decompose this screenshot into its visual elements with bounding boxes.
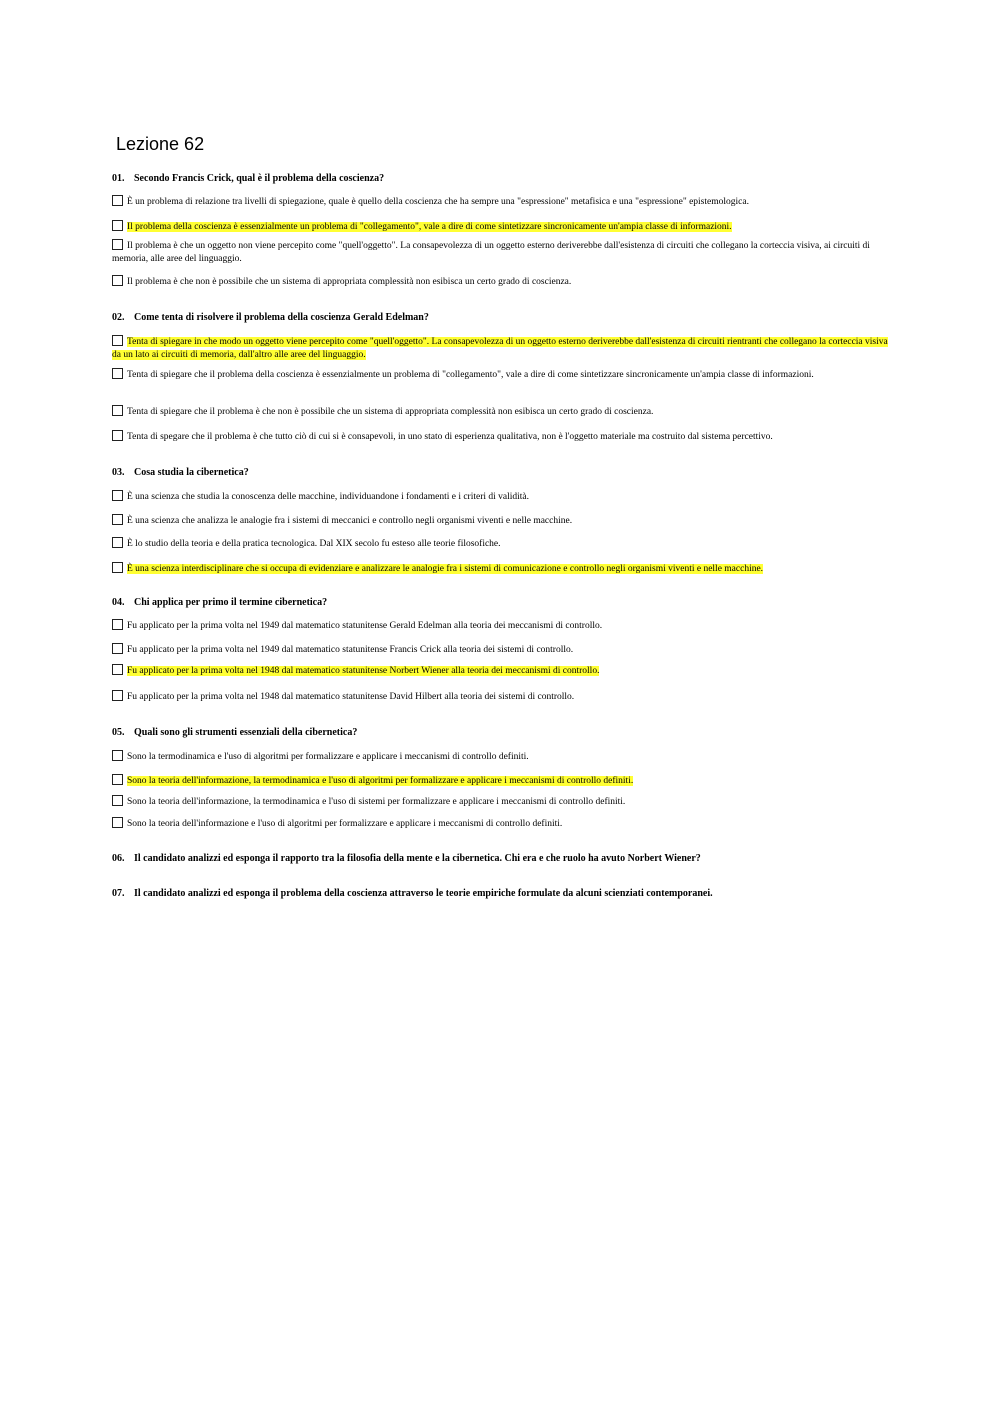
question-number: 01. [112,173,125,184]
option-03-c [112,537,892,551]
option-02-d [112,430,892,444]
question-text: Cosa studia la cibernetica? [134,467,249,478]
option-text-highlighted: Il problema della coscienza è essenzialmente un problema di "collegamento", vale a dire di come sintetizzare sincronicamente un'ampia classe di informazioni. [127,222,732,232]
checkbox[interactable] [112,774,123,785]
option-text: Fu applicato per la prima volta nel 1949 dal matematico statunitense Francis Crick alla teoria dei sistemi di controllo. [127,645,574,655]
question-number: 07. [112,888,125,899]
checkbox[interactable] [112,795,123,806]
option-text: Sono la teoria dell'informazione, la termodinamica e l'uso di sistemi per formalizzare e applicare i meccanismi di controllo definiti. [127,797,626,807]
option-text: Il problema è che non è possibile che un sistema di appropriata complessità non esibisca un certo grado di coscienza. [127,277,572,287]
question-text: Il candidato analizzi ed esponga il problema della coscienza attraverso le teorie empiriche formulate da alcuni scienziati contemporanei. [134,888,713,899]
option-02-b [112,368,892,382]
checkbox[interactable] [112,335,123,346]
checkbox[interactable] [112,490,123,501]
question-06 [112,852,892,865]
checkbox[interactable] [112,368,123,379]
option-text: Sono la termodinamica e l'uso di algoritmi per formalizzare e applicare i meccanismi di controllo definiti. [127,752,529,762]
question-number: 04. [112,597,125,608]
option-text: Sono la teoria dell'informazione e l'uso di algoritmi per formalizzare e applicare i meccanismi di controllo definiti. [127,819,563,829]
question-number: 03. [112,467,125,478]
option-05-b [112,774,892,788]
question-04 [112,596,892,609]
question-number: 05. [112,727,125,738]
option-text: Fu applicato per la prima volta nel 1949 dal matematico statunitense Gerald Edelman alla teoria dei meccanismi di controllo. [127,621,603,631]
page-title: Lezione 62 [116,134,205,154]
option-text: È una scienza che analizza le analogie fra i sistemi di meccanici e controllo negli organismi viventi e nelle macchine. [127,516,573,526]
option-03-b [112,514,892,528]
question-07 [112,887,892,900]
checkbox[interactable] [112,664,123,675]
question-text: Il candidato analizzi ed esponga il rapporto tra la filosofia della mente e la cibernetica. Chi era e che ruolo ha avuto Norbert Wiener? [134,853,701,864]
option-text: Tenta di spiegare che il problema è che non è possibile che un sistema di appropriata complessità non esibisca un certo grado di coscienza. [127,407,654,417]
checkbox[interactable] [112,643,123,654]
checkbox[interactable] [112,817,123,828]
option-02-c [112,405,892,419]
option-text: Il problema è che un oggetto non viene percepito come "quell'oggetto". La consapevolezza di un oggetto esterno deriverebbe dall'esistenza di circuiti che collegano la corteccia visiva, ai circuiti di memoria, alle aree del linguaggio. [112,241,870,264]
checkbox[interactable] [112,430,123,441]
checkbox[interactable] [112,537,123,548]
option-04-d [112,690,892,704]
question-number: 06. [112,853,125,864]
checkbox[interactable] [112,690,123,701]
checkbox[interactable] [112,619,123,630]
checkbox[interactable] [112,750,123,761]
question-01 [112,172,892,185]
option-text: È una scienza che studia la conoscenza delle macchine, individuandone i fondamenti e i criteri di validità. [127,492,530,502]
checkbox[interactable] [112,562,123,573]
question-text: Chi applica per primo il termine cibernetica? [134,597,328,608]
option-text: È un problema di relazione tra livelli di spiegazione, quale è quello della coscienza che ha sempre una "espressione" metafisica e una "espressione" epistemologica. [127,197,749,207]
option-text-highlighted: Fu applicato per la prima volta nel 1948 dal matematico statunitense Norbert Wiener alla teoria dei meccanismi di controllo. [127,666,600,676]
checkbox[interactable] [112,405,123,416]
option-text: Tenta di spiegare che il problema della coscienza è essenzialmente un problema di "collegamento", vale a dire di come sintetizzare sincronicamente un'ampia classe di informazioni. [127,370,814,380]
option-03-d [112,562,892,576]
option-text-highlighted: Tenta di spiegare in che modo un oggetto viene percepito come "quell'oggetto". La consapevolezza di un oggetto esterno deriverebbe dall'esistenza di circuiti rientranti che collegano la corteccia visiva da un lato ai circuiti di memoria, dall'altro alle aree del linguaggio. [112,337,888,360]
option-text: Fu applicato per la prima volta nel 1948 dal matematico statunitense David Hilbert alla teoria dei sistemi di controllo. [127,692,575,702]
option-text-highlighted: È una scienza interdisciplinare che si occupa di evidenziare e analizzare le analogie fra i sistemi di comunicazione e controllo negli organismi viventi e nelle macchine. [127,564,764,574]
checkbox[interactable] [112,275,123,286]
question-text: Secondo Francis Crick, qual è il problema della coscienza? [134,173,385,184]
option-text: Tenta di spegare che il problema è che tutto ciò di cui si è consapevoli, in uno stato di esperienza qualitativa, non è l'oggetto materiale ma costruito dal sistema percettivo. [127,432,773,442]
checkbox[interactable] [112,514,123,525]
option-text: È lo studio della teoria e della pratica tecnologica. Dal XIX secolo fu esteso alle teorie filosofiche. [127,539,501,549]
question-03 [112,466,892,479]
question-05 [112,726,892,739]
option-01-c [112,239,892,266]
option-03-a [112,490,892,504]
option-05-c [112,795,892,809]
question-text: Quali sono gli strumenti essenziali della cibernetica? [134,727,358,738]
option-05-d [112,817,892,831]
option-05-a [112,750,892,764]
option-04-b [112,643,892,657]
checkbox[interactable] [112,220,123,231]
checkbox[interactable] [112,239,123,250]
option-04-c [112,664,892,678]
option-02-a [112,335,892,362]
question-text: Come tenta di risolvere il problema della coscienza Gerald Edelman? [134,312,429,323]
option-text-highlighted: Sono la teoria dell'informazione, la termodinamica e l'uso di algoritmi per formalizzare e applicare i meccanismi di controllo definiti. [127,776,634,786]
question-number: 02. [112,312,125,323]
option-01-b [112,220,892,234]
option-01-a [112,195,892,209]
checkbox[interactable] [112,195,123,206]
option-01-d [112,275,892,289]
question-02 [112,311,892,324]
option-04-a [112,619,892,633]
